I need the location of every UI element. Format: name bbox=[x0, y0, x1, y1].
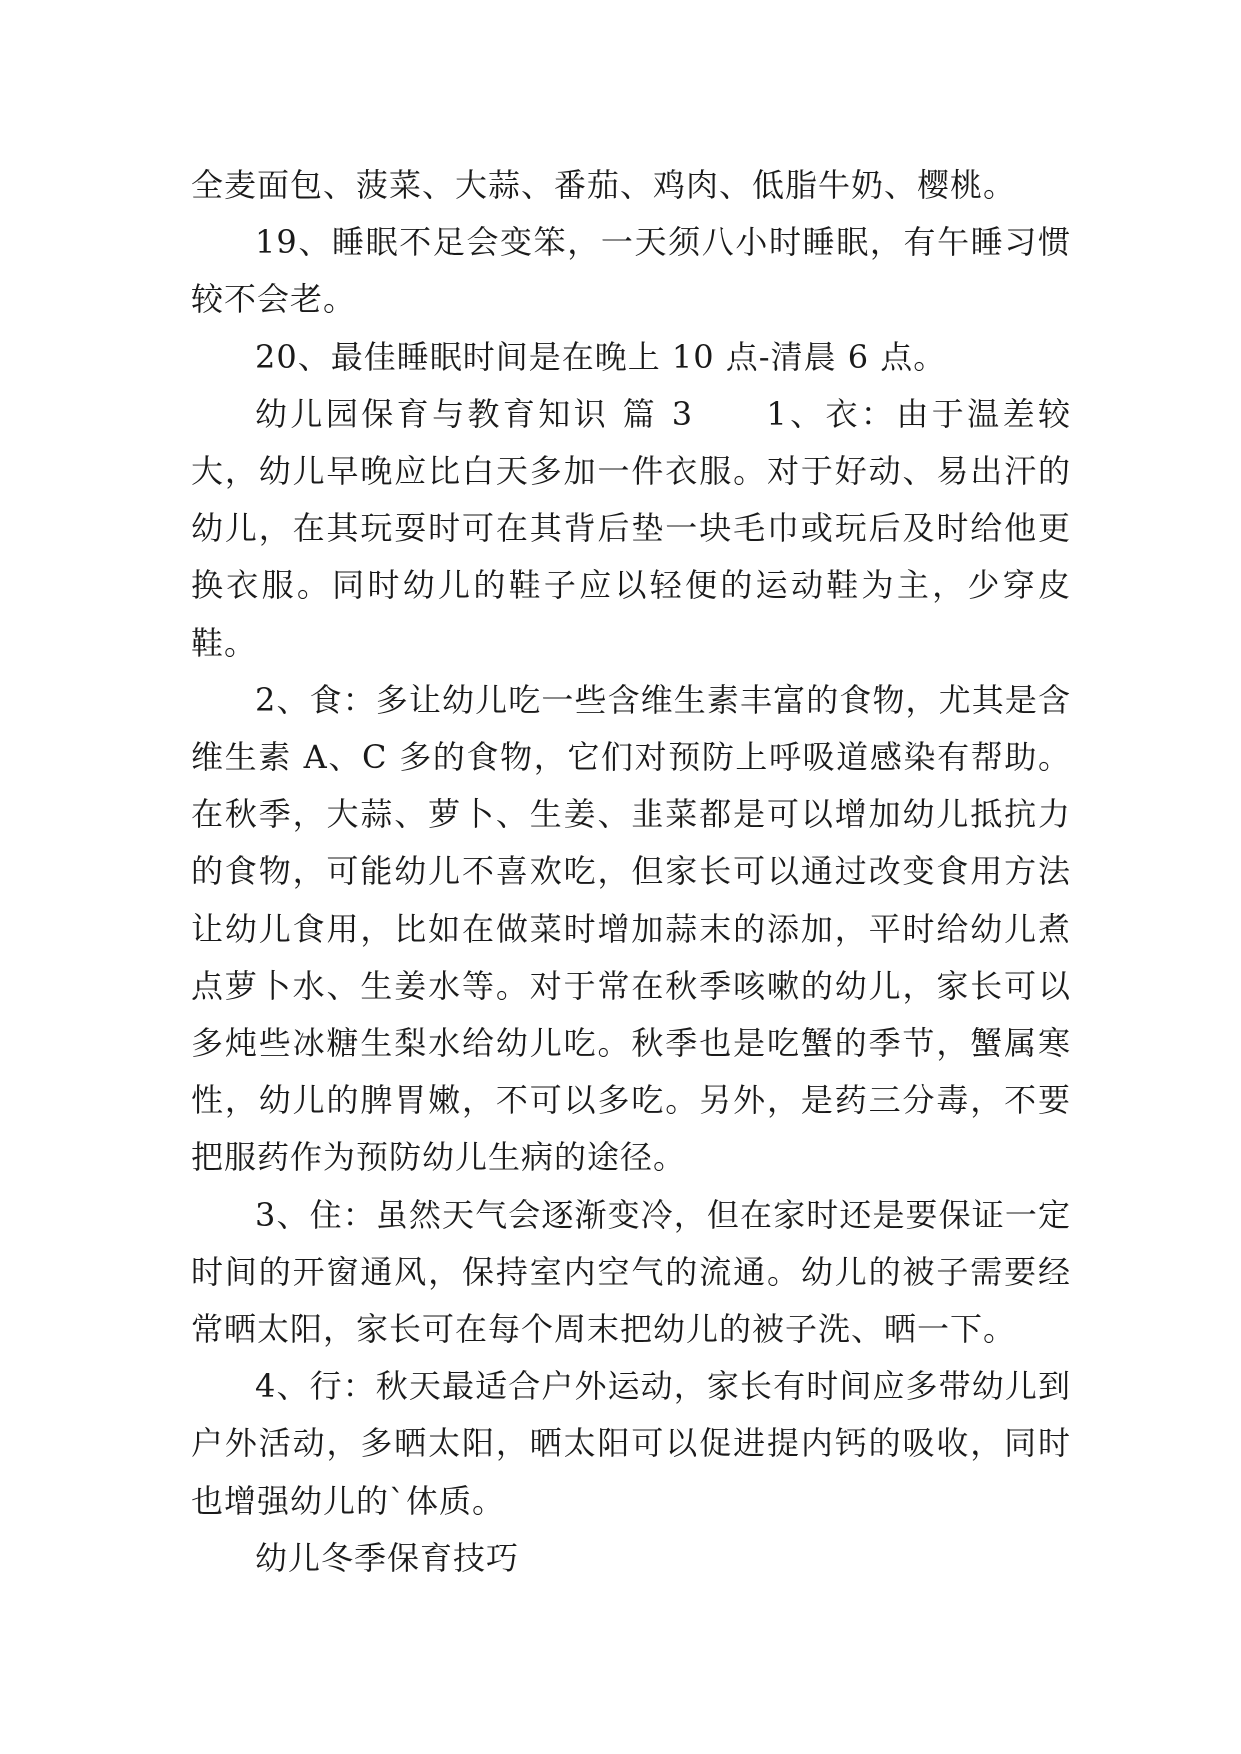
paragraph-travel: 4、行：秋天最适合户外运动，家长有时间应多带幼儿到户外活动，多晒太阳，晒太阳可以促进提内钙的吸收，同时也增强幼儿的`体质。 bbox=[191, 1367, 1071, 1520]
paragraph-housing: 3、住：虽然天气会逐渐变冷，但在家时还是要保证一定时间的开窗通风，保持室内空气的流通。幼儿的被子需要经常晒太阳，家长可在每个周末把幼儿的被子洗、晒一下。 bbox=[191, 1195, 1071, 1349]
paragraph-food: 2、食：多让幼儿吃一些含维生素丰富的食物，尤其是含维生素 A、C 多的食物，它们对预防上呼吸道感染有帮助。在秋季，大蒜、萝卜、生姜、韭菜都是可以增加幼儿抵抗力的食物，可能幼儿不喜欢吃，但家长可以通过改变食用方法让幼儿食用，比如在做菜时增加蒜末的添加，平时给幼儿煮点萝卜水、生姜水等。对于常在秋季咳嗽的幼儿，家长可以多炖些冰糖生梨水给幼儿吃。秋季也是吃蟹的季节，蟹属寒性，幼儿的脾胃嫩，不可以多吃。另外，是药三分毒，不要把服药作为预防幼儿生病的途径。 bbox=[191, 680, 1071, 1177]
section-heading-winter-care: 幼儿冬季保育技巧 bbox=[255, 1538, 520, 1577]
paragraph-clothing: 幼儿园保育与教育知识 篇 3 1、衣：由于温差较大，幼儿早晚应比白天多加一件衣服。对于好动、易出汗的幼儿，在其玩耍时可在其背后垫一块毛巾或玩后及时给他更换衣服。同时幼儿的鞋子应以轻便的运动鞋为主，少穿皮鞋。 bbox=[191, 394, 1071, 662]
paragraph-tip-20: 20、最佳睡眠时间是在晚上 10 点-清晨 6 点。 bbox=[255, 337, 947, 376]
paragraph-tip-19: 19、睡眠不足会变笨，一天须八小时睡眠，有午睡习惯较不会老。 bbox=[191, 223, 1071, 319]
document-body bbox=[191, 157, 1071, 1587]
paragraph-food-list: 全麦面包、菠菜、大蒜、番茄、鸡肉、低脂牛奶、樱桃。 bbox=[191, 166, 1017, 204]
